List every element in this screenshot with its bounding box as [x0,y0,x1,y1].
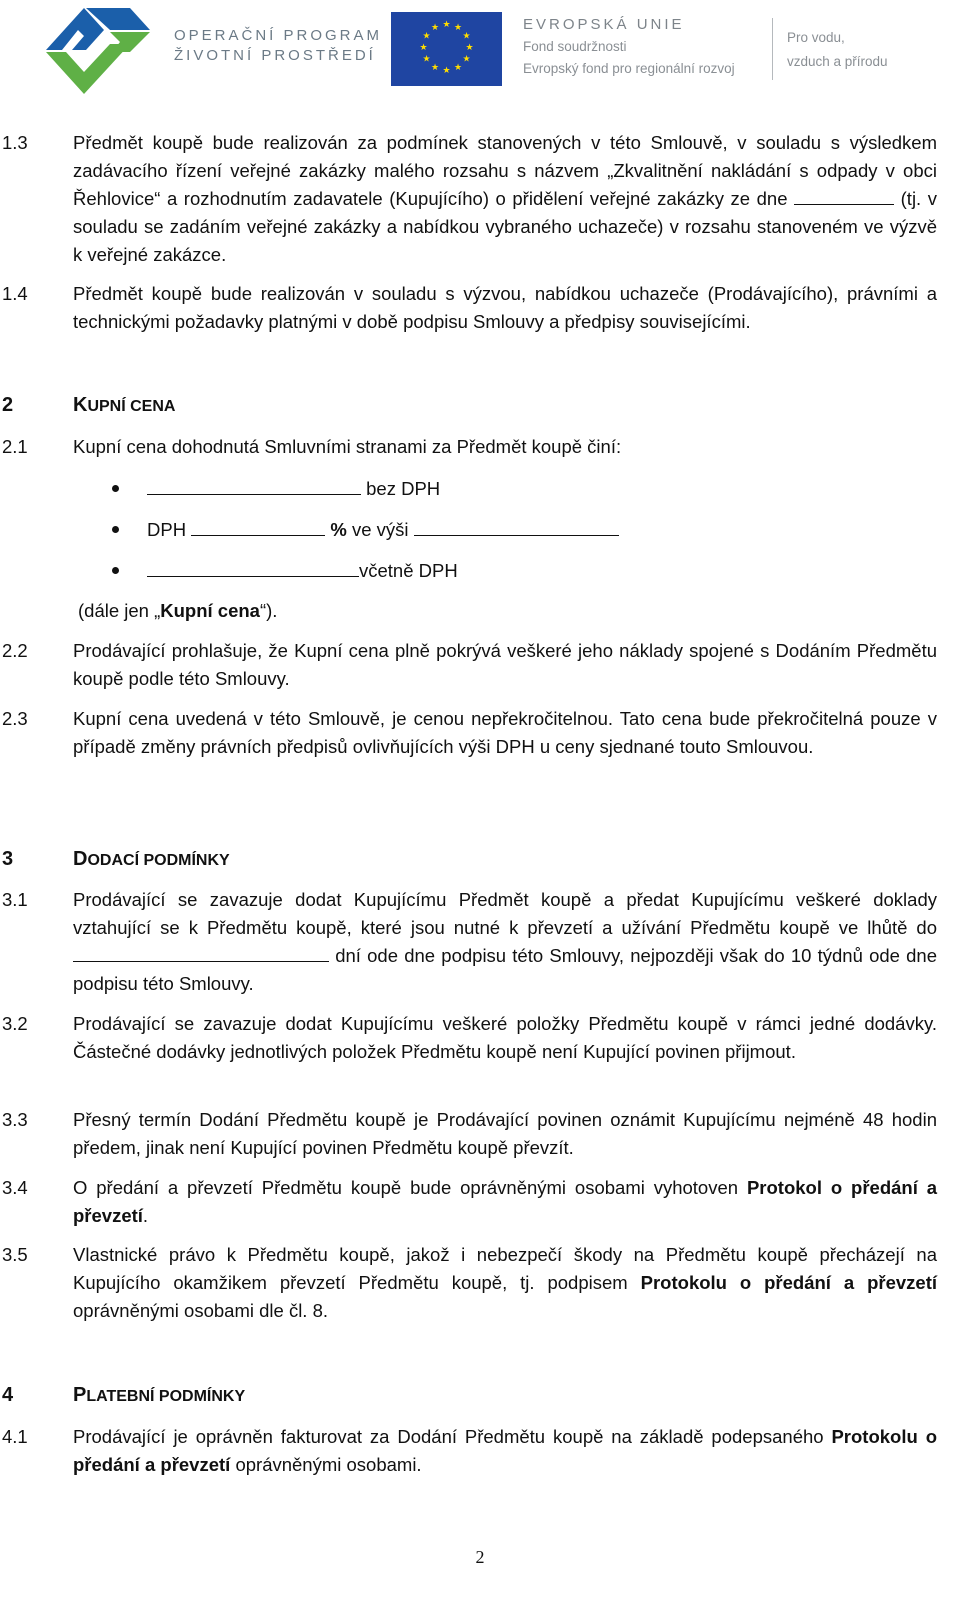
clause-text: Prodávající se zavazuje dodat Kupujícímu Předmět koupě a předat Kupujícímu veškeré doklady vztahující se k Předmětu koupě, které jsou nutné k převzetí a užívání Předmětu koupě ve lhůtě do [73,889,937,938]
heading-first-letter: K [73,394,88,416]
percent-sign: % [330,519,347,540]
document-header [0,0,960,100]
price-line-vat [147,516,619,544]
clause-bold-term: Protokol o předání a převzetí [73,1177,938,1226]
clause-3-5 [73,1241,937,1325]
svg-text:★: ★ [453,23,463,33]
clause-text: dní ode dne podpisu této Smlouvy, nejpozději však do 10 týdnů ode dne podpisu této Smlouvy. [73,945,938,994]
clause-3-4 [73,1174,937,1230]
clause-text: oprávněnými osobami. [235,1454,422,1475]
svg-text:★: ★ [442,20,451,30]
svg-text:★: ★ [453,63,463,73]
clause-3-3: Přesný termín Dodání Předmětu koupě je Prodávající povinen oznámit Kupujícímu nejméně 48 hodin předem, jinak není Kupující povinen Předmětu koupě převzít. [73,1109,937,1158]
amount-blank [147,558,359,577]
header-divider [772,18,773,80]
clause-number: 3.4 [2,1177,28,1198]
svg-text:★: ★ [419,43,428,53]
clause-text: Předmět koupě bude realizován za podmínek stanovených v této Smlouvě, v souladu s výsledkem zadávacího řízení veřejné zakázky malého rozsahu s názvem „Zkvalitnění nakládání s odpady v obci Řehlovice“ a rozhodnutím zadavatele (Kupujícího) o přidělení veřejné zakázky ze dne [73,132,937,209]
clause-number: 2.2 [2,640,28,661]
section-number: 4 [2,1384,14,1406]
price-label: včetně DPH [359,560,458,581]
heading-rest: UPNÍ CENA [87,398,176,415]
svg-text:★: ★ [465,43,474,53]
heading-rest: LATEBNÍ PODMÍNKY [86,1388,246,1405]
clause-2-2: Prodávající prohlašuje, že Kupní cena plně pokrývá veškeré jeho náklady spojené s Dodáním Předmětu koupě podle této Smlouvy. [73,640,937,689]
bullet-icon [112,567,119,574]
eu-flag-icon [391,12,502,86]
svg-text:★: ★ [422,54,431,65]
heading-first-letter: P [73,1384,87,1406]
section-heading [73,391,175,421]
clause-text: . [142,1205,149,1226]
section-heading [73,845,230,875]
clause-text: O předání a převzetí Předmětu koupě bude oprávněnými osobami vyhotoven [73,1177,739,1198]
clause-text: Vlastnické právo k Předmětu koupě, jakož i nebezpečí škody na Předmětu koupě přecházejí na Kupujícího okamžikem převzetí Předmětu koupě, tj. podpisem [73,1244,937,1293]
vat-rate-blank [191,517,325,536]
clause-bold-term: Protokolu o předání a převzetí [73,1426,937,1475]
clause-2-1: Kupní cena dohodnutá Smluvními stranami za Předmět koupě činí: [73,436,622,457]
eu-line2: Fond soudržnosti [523,39,627,54]
svg-text:★: ★ [462,31,471,42]
svg-text:★: ★ [462,54,471,65]
clause-number: 2.3 [2,708,28,729]
opzp-line1: OPERAČNÍ PROGRAM [174,27,383,44]
clause-text: oprávněnými osobami dle čl. 8. [73,1300,329,1321]
page-number: 2 [475,1547,485,1567]
eu-line1: EVROPSKÁ UNIE [523,16,685,33]
opzp-line2: ŽIVOTNÍ PROSTŘEDÍ [174,47,376,64]
svg-text:★: ★ [430,63,440,73]
clause-number: 3.1 [2,889,28,910]
section-number: 3 [2,848,14,870]
price-label: bez DPH [366,478,441,499]
definition-text: “). [259,600,278,621]
price-line-without-vat [147,475,440,503]
section-number: 2 [2,394,14,416]
clause-number: 1.3 [2,132,28,153]
clause-number: 2.1 [2,436,28,457]
date-blank [794,186,894,205]
clause-4-1 [73,1423,937,1479]
clause-number: 3.2 [2,1013,28,1034]
eu-logo-text [523,14,735,80]
clause-2-3: Kupní cena uvedená v této Smlouvě, je cenou nepřekročitelnou. Tato cena bude překročitelná pouze v případě změny právních předpisů ovlivňujících výši DPH u ceny sjednané touto Smlouvou. [73,708,937,757]
clause-3-2: Prodávající se zavazuje dodat Kupujícímu veškeré položky Předmětu koupě v rámci jedné dodávky. Částečné dodávky jednotlivých položek Předmětu koupě není Kupující povinen přijmout. [73,1013,937,1062]
motto-line1: Pro vodu, [787,30,845,45]
clause-text: Prodávající je oprávněn fakturovat za Dodání Předmětu koupě na základě podepsaného [73,1426,824,1447]
svg-text:★: ★ [442,66,451,76]
clause-text: (tj. v souladu se zadáním veřejné zakázky a nabídkou vybraného uchazeče) v rozsahu stanoveném ve výzvě k veřejné zakázce. [73,188,938,265]
days-blank [73,943,329,962]
opzp-logo-text [174,26,382,66]
price-line-with-vat [147,557,458,585]
eu-line3: Evropský fond pro regionální rozvoj [523,61,735,76]
svg-text:★: ★ [422,31,431,42]
clause-3-1 [73,886,937,998]
opzp-logo-icon [38,4,156,96]
bullet-icon [112,485,119,492]
clause-1-3 [73,129,937,269]
motto-line2: vzduch a přírodu [787,54,888,69]
svg-text:★: ★ [430,23,440,33]
definition-text: (dále jen „ [78,600,161,621]
amount-blank [147,476,361,495]
bullet-icon [112,526,119,533]
clause-number: 3.3 [2,1109,28,1130]
price-label: DPH [147,519,187,540]
clause-1-4: Předmět koupě bude realizován v souladu s výzvou, nabídkou uchazeče (Prodávajícího), právními a technickými požadavky platnými v době podpisu Smlouvy a předpisy souvisejícími. [73,283,937,332]
definition-term: Kupní cena [160,600,260,621]
clause-number: 4.1 [2,1426,28,1447]
clause-bold-term: Protokolu o předání a převzetí [640,1272,938,1293]
clause-number: 1.4 [2,283,28,304]
heading-rest: ODACÍ PODMÍNKY [87,852,230,869]
vat-amount-blank [414,517,619,536]
clause-number: 3.5 [2,1244,28,1265]
section-heading [73,1381,245,1411]
heading-first-letter: D [73,848,88,870]
motto [787,26,888,74]
price-label: ve výši [351,519,409,540]
price-definition [78,597,277,625]
